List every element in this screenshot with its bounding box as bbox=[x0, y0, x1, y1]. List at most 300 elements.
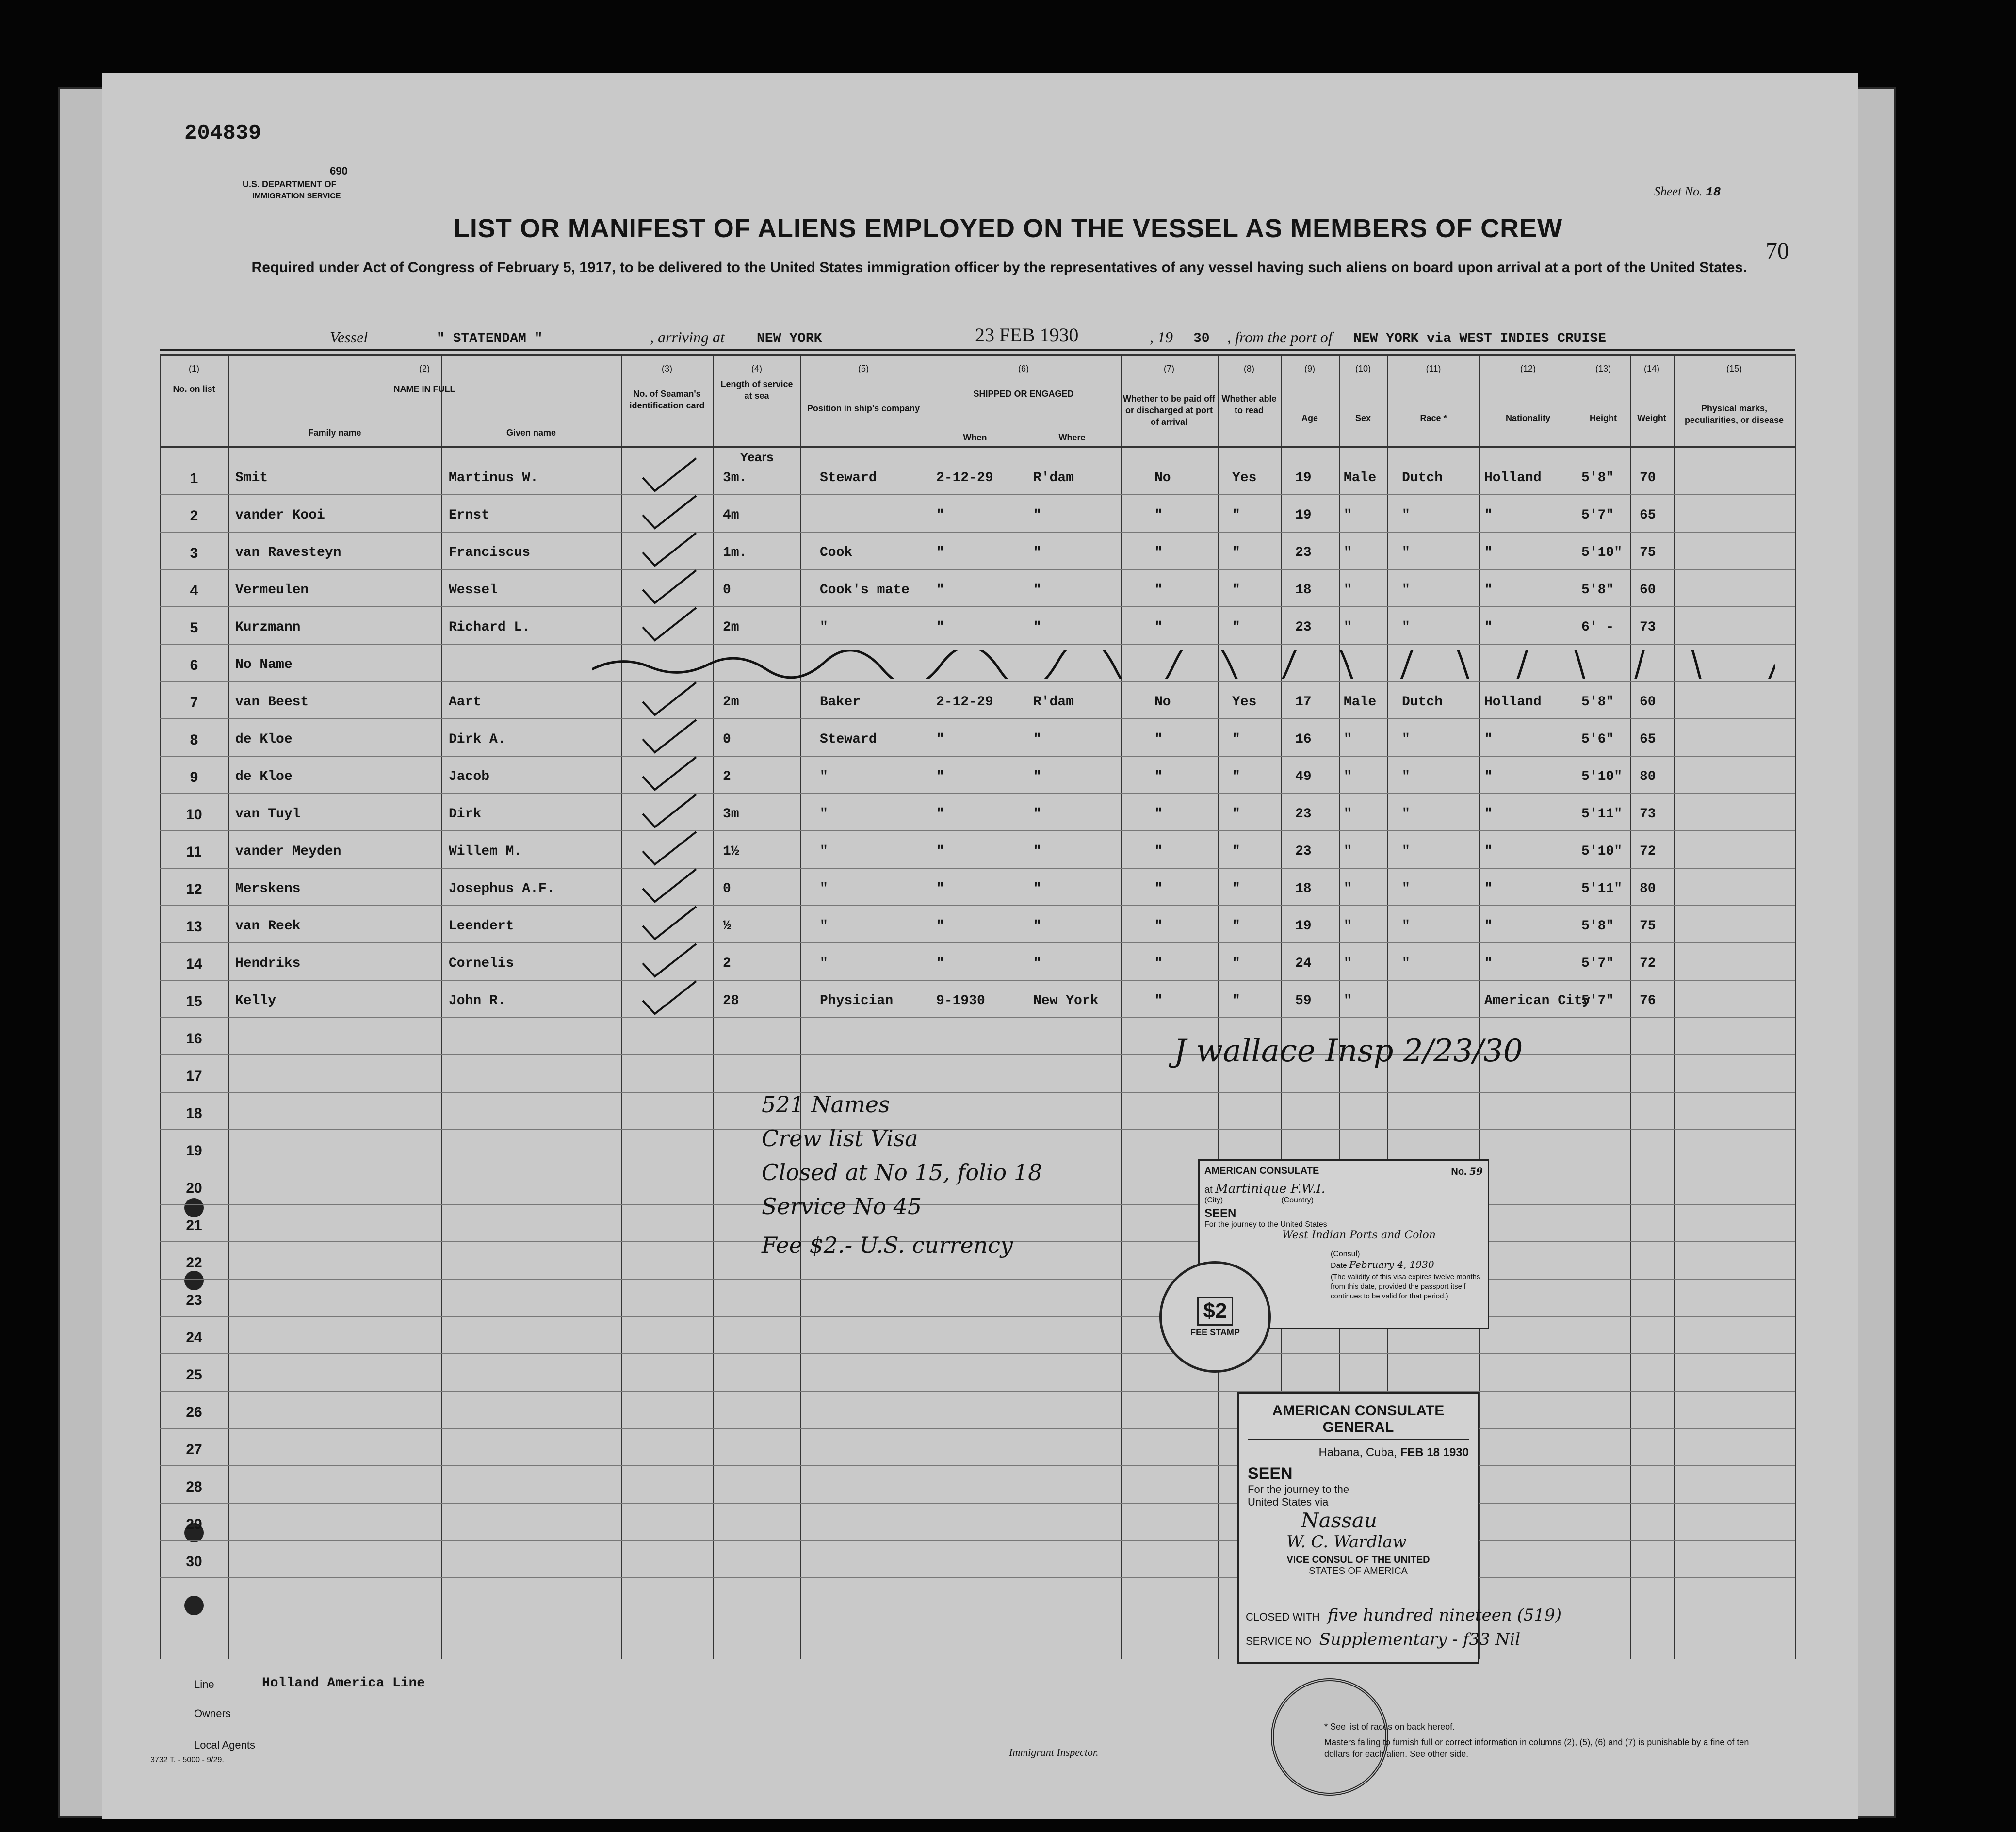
arrival-port: NEW YORK bbox=[757, 331, 822, 346]
row-number: 16 bbox=[186, 1031, 202, 1047]
stamp-seen: SEEN bbox=[1204, 1207, 1236, 1220]
row-weight: 76 bbox=[1640, 993, 1656, 1008]
fee-stamp-label: FEE STAMP bbox=[1190, 1327, 1240, 1337]
row-weight: 75 bbox=[1640, 545, 1656, 560]
footer-line-value: Holland America Line bbox=[262, 1676, 425, 1691]
row-where: " bbox=[1033, 545, 1041, 560]
row-service: 2 bbox=[723, 769, 731, 784]
row-family-name: de Kloe bbox=[235, 732, 293, 747]
row-number: 18 bbox=[186, 1105, 202, 1121]
row-weight: 72 bbox=[1640, 844, 1656, 859]
row-number: 22 bbox=[186, 1255, 202, 1271]
stamp-place: Martinique F.W.I. bbox=[1215, 1182, 1325, 1196]
row-position: Cook's mate bbox=[820, 583, 910, 598]
crew-table bbox=[160, 354, 1795, 1814]
footer-note-2: Masters failing to furnish full or correct information in columns (2), (5), (6) and (7) is punishable by a fine of ten dollars for each alien. See other side. bbox=[1324, 1737, 1749, 1759]
row-read: " bbox=[1232, 881, 1240, 896]
row-family-name: Smit bbox=[235, 470, 268, 486]
row-weight: 65 bbox=[1640, 732, 1656, 747]
row-age: 16 bbox=[1295, 732, 1312, 747]
row-weight: 65 bbox=[1640, 508, 1656, 523]
row-where: " bbox=[1033, 732, 1041, 747]
row-rule bbox=[160, 1577, 1795, 1578]
row-paid-off: " bbox=[1154, 583, 1163, 598]
col-header-position: Position in ship's company bbox=[807, 404, 920, 413]
row-rule bbox=[160, 942, 1795, 943]
row-position: Steward bbox=[820, 732, 877, 747]
row-where: " bbox=[1033, 769, 1041, 784]
row-rule bbox=[160, 681, 1795, 682]
row-read: " bbox=[1232, 545, 1240, 560]
vessel-label: Vessel bbox=[330, 328, 368, 346]
row-position: " bbox=[820, 844, 828, 859]
row-where: " bbox=[1033, 807, 1041, 822]
habana-seen: SEEN bbox=[1248, 1464, 1293, 1483]
row-position: Baker bbox=[820, 695, 861, 710]
note-names: 521 Names bbox=[762, 1091, 890, 1118]
row-paid-off: " bbox=[1154, 881, 1163, 896]
row-when: " bbox=[936, 844, 944, 859]
row-nationality: " bbox=[1484, 844, 1493, 859]
sheet-no-label: Sheet No. bbox=[1654, 184, 1703, 198]
row-number: 30 bbox=[186, 1554, 202, 1570]
row-rule bbox=[160, 793, 1795, 794]
checkmark-icon bbox=[640, 867, 699, 906]
row-sex: " bbox=[1344, 919, 1352, 934]
row-weight: 80 bbox=[1640, 769, 1656, 784]
row-where: " bbox=[1033, 956, 1041, 971]
row-number: 29 bbox=[186, 1516, 202, 1532]
row-paid-off: No bbox=[1154, 470, 1171, 486]
col-header-given: Given name bbox=[506, 428, 556, 438]
departure-port: NEW YORK via WEST INDIES CRUISE bbox=[1353, 331, 1606, 346]
row-where: R'dam bbox=[1033, 470, 1074, 486]
fee-stamp-amount: $2 bbox=[1197, 1297, 1234, 1326]
row-service: 28 bbox=[723, 993, 739, 1008]
year: 30 bbox=[1193, 331, 1210, 346]
row-when: " bbox=[936, 508, 944, 523]
department-label: U.S. DEPARTMENT OF bbox=[243, 179, 337, 189]
row-rule bbox=[160, 1017, 1795, 1018]
row-given-name: Leendert bbox=[449, 919, 514, 934]
row-rule bbox=[160, 905, 1795, 906]
row-rule bbox=[160, 1204, 1795, 1205]
row-read: Yes bbox=[1232, 695, 1257, 710]
row-when: 9-1930 bbox=[936, 993, 985, 1008]
row-sex: " bbox=[1344, 545, 1352, 560]
habana-title-2: STATES OF AMERICA bbox=[1309, 1566, 1408, 1576]
row-rule bbox=[160, 1054, 1795, 1055]
row-race: " bbox=[1402, 881, 1410, 896]
row-race: " bbox=[1402, 508, 1410, 523]
row-race: " bbox=[1402, 545, 1410, 560]
row-rule bbox=[160, 868, 1795, 869]
row-age: 59 bbox=[1295, 993, 1312, 1008]
row-number: 10 bbox=[186, 807, 202, 823]
row-when: 2-12-29 bbox=[936, 470, 993, 486]
row-height: 5'7" bbox=[1581, 993, 1614, 1008]
row-age: 18 bbox=[1295, 583, 1312, 598]
row-where: " bbox=[1033, 620, 1041, 635]
row-nationality: " bbox=[1484, 508, 1493, 523]
row-read: " bbox=[1232, 508, 1240, 523]
row-nationality: " bbox=[1484, 620, 1493, 635]
row-paid-off: " bbox=[1154, 993, 1163, 1008]
row-age: 19 bbox=[1295, 508, 1312, 523]
row-rule bbox=[160, 1428, 1795, 1429]
row-where: " bbox=[1033, 844, 1041, 859]
row-rule bbox=[160, 569, 1795, 570]
row-height: 5'8" bbox=[1581, 695, 1614, 710]
row-weight: 73 bbox=[1640, 620, 1656, 635]
col-num-2: (2) bbox=[419, 364, 430, 373]
col-header-weight: Weight bbox=[1637, 413, 1666, 423]
stamp-country-label: (Country) bbox=[1281, 1196, 1314, 1204]
col-header-shipped: SHIPPED OR ENGAGED bbox=[973, 389, 1074, 399]
col-header-paid-off: Whether to be paid off or discharged at port of arrival bbox=[1123, 394, 1215, 427]
row-rule bbox=[160, 1353, 1795, 1354]
col-header-age: Age bbox=[1301, 413, 1318, 423]
row-race: " bbox=[1402, 844, 1410, 859]
row-read: " bbox=[1232, 807, 1240, 822]
stamp-date-label: Date bbox=[1331, 1262, 1347, 1270]
row-race: " bbox=[1402, 620, 1410, 635]
footer-form-code: 3732 T. - 5000 - 9/29. bbox=[150, 1756, 224, 1764]
habana-journey: For the journey to the United States via bbox=[1248, 1483, 1349, 1508]
row-weight: 60 bbox=[1640, 583, 1656, 598]
manifest-title: LIST OR MANIFEST OF ALIENS EMPLOYED ON THE VESSEL AS MEMBERS OF CREW bbox=[453, 214, 1563, 243]
row-sex: " bbox=[1344, 807, 1352, 822]
checkmark-icon bbox=[640, 717, 699, 756]
row-sex: Male bbox=[1344, 695, 1377, 710]
row-height: 5'11" bbox=[1581, 807, 1623, 822]
row-rule bbox=[160, 1391, 1795, 1392]
footer-note-1: * See list of races on back hereof. bbox=[1324, 1722, 1455, 1732]
habana-closed: five hundred nineteen (519) bbox=[1327, 1605, 1561, 1625]
row-family-name: Hendriks bbox=[235, 956, 301, 971]
habana-via: Nassau bbox=[1301, 1508, 1377, 1532]
checkmark-icon bbox=[640, 941, 699, 980]
row-age: 24 bbox=[1295, 956, 1312, 971]
row-given-name: Aart bbox=[449, 695, 482, 710]
row-position: Cook bbox=[820, 545, 853, 560]
row-number: 3 bbox=[190, 545, 198, 561]
row-paid-off: " bbox=[1154, 545, 1163, 560]
row-position: " bbox=[820, 919, 828, 934]
row-number: 19 bbox=[186, 1143, 202, 1159]
page-mark: 70 bbox=[1766, 238, 1789, 264]
row-number: 11 bbox=[186, 844, 202, 860]
col-num-3: (3) bbox=[662, 364, 672, 373]
row-service: 3m bbox=[723, 807, 739, 822]
row-when: " bbox=[936, 545, 944, 560]
row-family-name: Merskens bbox=[235, 881, 301, 896]
row-where: " bbox=[1033, 881, 1041, 896]
col-num-1: (1) bbox=[189, 364, 199, 373]
row-family-name: No Name bbox=[235, 657, 293, 672]
service-label: IMMIGRATION SERVICE bbox=[252, 192, 341, 200]
row-read: Yes bbox=[1232, 470, 1257, 486]
col-num-10: (10) bbox=[1355, 364, 1371, 373]
row-height: 5'7" bbox=[1581, 508, 1614, 523]
arriving-label: , arriving at bbox=[650, 328, 725, 346]
row-rule bbox=[160, 1540, 1795, 1541]
col-header-read: Whether able to read bbox=[1221, 394, 1277, 415]
row-rule bbox=[160, 1465, 1795, 1466]
row-number: 26 bbox=[186, 1404, 202, 1420]
row-nationality: " bbox=[1484, 807, 1493, 822]
row-family-name: vander Meyden bbox=[235, 844, 341, 859]
habana-date: FEB 18 1930 bbox=[1400, 1446, 1469, 1459]
row-position: " bbox=[820, 769, 828, 784]
row-nationality: " bbox=[1484, 919, 1493, 934]
row-number: 14 bbox=[186, 956, 202, 972]
habana-closed-label: CLOSED WITH bbox=[1246, 1611, 1320, 1623]
footer-inspector-label: Immigrant Inspector. bbox=[1009, 1746, 1099, 1758]
col-num-4: (4) bbox=[751, 364, 762, 373]
row-read: " bbox=[1232, 993, 1240, 1008]
row-number: 15 bbox=[186, 993, 202, 1009]
col-num-11: (11) bbox=[1426, 364, 1441, 373]
col-num-14: (14) bbox=[1643, 364, 1659, 373]
row-paid-off: " bbox=[1154, 807, 1163, 822]
row-age: 18 bbox=[1295, 881, 1312, 896]
fee-stamp-seal bbox=[1159, 1261, 1271, 1373]
row-rule bbox=[160, 606, 1795, 607]
row-number: 7 bbox=[190, 695, 198, 711]
row-rule bbox=[160, 532, 1795, 533]
row-number: 27 bbox=[186, 1442, 202, 1458]
row-age: 23 bbox=[1295, 844, 1312, 859]
col-header-service: Length of service at sea bbox=[720, 379, 793, 401]
row-height: 5'8" bbox=[1581, 919, 1614, 934]
row-age: 19 bbox=[1295, 919, 1312, 934]
row-service: ½ bbox=[723, 919, 731, 934]
row-when: " bbox=[936, 620, 944, 635]
row-number: 23 bbox=[186, 1292, 202, 1308]
row-service: 1½ bbox=[723, 844, 739, 859]
row-age: 23 bbox=[1295, 807, 1312, 822]
checkmark-icon bbox=[640, 680, 699, 719]
row-race: " bbox=[1402, 583, 1410, 598]
row-race: " bbox=[1402, 919, 1410, 934]
checkmark-icon bbox=[640, 979, 699, 1018]
row-number: 5 bbox=[190, 620, 198, 636]
row-when: " bbox=[936, 769, 944, 784]
row-sex: " bbox=[1344, 993, 1352, 1008]
row-sex: " bbox=[1344, 732, 1352, 747]
row-rule bbox=[160, 756, 1795, 757]
row-rule bbox=[160, 494, 1795, 495]
row-when: " bbox=[936, 732, 944, 747]
form-number: 690 bbox=[330, 165, 348, 177]
row-service: 3m. bbox=[723, 470, 748, 486]
col-num-5: (5) bbox=[858, 364, 869, 373]
habana-service: Supplementary - f33 Nil bbox=[1319, 1630, 1521, 1649]
row-where: " bbox=[1033, 508, 1041, 523]
row-read: " bbox=[1232, 919, 1240, 934]
row-position: " bbox=[820, 807, 828, 822]
row-nationality: " bbox=[1484, 769, 1493, 784]
row-position: " bbox=[820, 881, 828, 896]
row-number: 4 bbox=[190, 583, 198, 599]
row-sex: " bbox=[1344, 583, 1352, 598]
row-number: 6 bbox=[190, 657, 198, 673]
row-family-name: Kelly bbox=[235, 993, 276, 1008]
row-given-name: Martinus W. bbox=[449, 470, 538, 486]
row-number: 24 bbox=[186, 1329, 202, 1346]
row-given-name: Wessel bbox=[449, 583, 498, 598]
row-sex: " bbox=[1344, 844, 1352, 859]
col-header-when: When bbox=[963, 433, 987, 442]
row-race: Dutch bbox=[1402, 470, 1443, 486]
stamp-at-label: at bbox=[1204, 1184, 1213, 1195]
row-paid-off: " bbox=[1154, 919, 1163, 934]
row-paid-off: " bbox=[1154, 508, 1163, 523]
col-header-seaman-card: No. of Seaman's identification card bbox=[629, 389, 705, 410]
row-given-name: Ernst bbox=[449, 508, 490, 523]
row-age: 19 bbox=[1295, 470, 1312, 486]
row-height: 5'11" bbox=[1581, 881, 1623, 896]
checkmark-icon bbox=[640, 829, 699, 868]
row-service: 0 bbox=[723, 583, 731, 598]
col-header-race: Race * bbox=[1420, 413, 1447, 423]
row-race: " bbox=[1402, 769, 1410, 784]
row-paid-off: " bbox=[1154, 956, 1163, 971]
row-paid-off: " bbox=[1154, 769, 1163, 784]
stamp-city-label: (City) bbox=[1204, 1196, 1223, 1204]
stamp-validity: (The validity of this visa expires twelve months from this date, provided the passport itself continues to be valid for that period.) bbox=[1331, 1273, 1480, 1300]
cancel-line bbox=[592, 650, 1775, 679]
row-height: 5'10" bbox=[1581, 769, 1623, 784]
row-when: " bbox=[936, 919, 944, 934]
checkmark-icon bbox=[640, 904, 699, 943]
col-num-15: (15) bbox=[1726, 364, 1742, 373]
row-service: 0 bbox=[723, 732, 731, 747]
row-rule bbox=[160, 1279, 1795, 1280]
row-given-name: Franciscus bbox=[449, 545, 531, 560]
row-given-name: Dirk A. bbox=[449, 732, 506, 747]
vessel-name: " STATENDAM " bbox=[437, 331, 543, 346]
row-weight: 60 bbox=[1640, 695, 1656, 710]
row-weight: 75 bbox=[1640, 919, 1656, 934]
row-read: " bbox=[1232, 769, 1240, 784]
row-service: 4m bbox=[723, 508, 739, 523]
row-sex: " bbox=[1344, 956, 1352, 971]
col-header-service-unit: Years bbox=[740, 450, 774, 464]
checkmark-icon bbox=[640, 568, 699, 607]
row-sex: " bbox=[1344, 881, 1352, 896]
sheet-number-label bbox=[1654, 184, 1721, 199]
row-service: 2m bbox=[723, 695, 739, 710]
checkmark-icon bbox=[640, 531, 699, 569]
habana-service-label: SERVICE NO bbox=[1246, 1635, 1312, 1647]
footer-line-label: Line bbox=[194, 1678, 214, 1690]
col-num-6: (6) bbox=[1018, 364, 1029, 373]
row-race: " bbox=[1402, 807, 1410, 822]
row-given-name: Jacob bbox=[449, 769, 490, 784]
row-sex: " bbox=[1344, 620, 1352, 635]
row-given-name: Cornelis bbox=[449, 956, 514, 971]
sheet-no: 18 bbox=[1706, 185, 1721, 199]
row-nationality: " bbox=[1484, 881, 1493, 896]
row-position: Steward bbox=[820, 470, 877, 486]
col-header-nationality: Nationality bbox=[1505, 413, 1550, 423]
row-paid-off: No bbox=[1154, 695, 1171, 710]
row-rule bbox=[160, 644, 1795, 645]
footer-owners-label: Owners bbox=[194, 1707, 231, 1719]
row-rule bbox=[160, 980, 1795, 981]
col-header-name: NAME IN FULL bbox=[393, 384, 455, 394]
row-height: 5'8" bbox=[1581, 470, 1614, 486]
row-number: 25 bbox=[186, 1367, 202, 1383]
stamp-date: February 4, 1930 bbox=[1349, 1259, 1434, 1270]
row-number: 9 bbox=[190, 769, 198, 785]
habana-signature: W. C. Wardlaw bbox=[1286, 1532, 1407, 1552]
col-num-8: (8) bbox=[1244, 364, 1254, 373]
row-weight: 80 bbox=[1640, 881, 1656, 896]
row-weight: 70 bbox=[1640, 470, 1656, 486]
row-number: 1 bbox=[190, 470, 198, 486]
row-age: 17 bbox=[1295, 695, 1312, 710]
row-rule bbox=[160, 1129, 1795, 1130]
row-family-name: van Tuyl bbox=[235, 807, 301, 822]
row-nationality: Holland bbox=[1484, 470, 1542, 486]
row-height: 5'10" bbox=[1581, 545, 1623, 560]
row-read: " bbox=[1232, 956, 1240, 971]
row-read: " bbox=[1232, 583, 1240, 598]
row-nationality: " bbox=[1484, 732, 1493, 747]
note-service: Service No 45 bbox=[762, 1193, 922, 1219]
row-where: " bbox=[1033, 919, 1041, 934]
habana-place: Habana, Cuba, bbox=[1318, 1446, 1397, 1459]
row-number: 17 bbox=[186, 1068, 202, 1084]
row-age: 23 bbox=[1295, 620, 1312, 635]
from-label: , from the port of bbox=[1227, 328, 1333, 346]
row-race: " bbox=[1402, 956, 1410, 971]
row-race: " bbox=[1402, 732, 1410, 747]
row-paid-off: " bbox=[1154, 620, 1163, 635]
col-num-7: (7) bbox=[1164, 364, 1174, 373]
col-header-where: Where bbox=[1058, 433, 1086, 442]
row-weight: 72 bbox=[1640, 956, 1656, 971]
row-rule bbox=[160, 1503, 1795, 1504]
year-label: , 19 bbox=[1150, 328, 1173, 346]
row-given-name: Dirk bbox=[449, 807, 482, 822]
row-when: " bbox=[936, 956, 944, 971]
col-num-9: (9) bbox=[1304, 364, 1315, 373]
row-height: 5'7" bbox=[1581, 956, 1614, 971]
row-service: 0 bbox=[723, 881, 731, 896]
col-header-no: No. on list bbox=[173, 384, 215, 394]
row-nationality: " bbox=[1484, 956, 1493, 971]
checkmark-icon bbox=[640, 755, 699, 794]
row-sex: " bbox=[1344, 769, 1352, 784]
row-family-name: van Reek bbox=[235, 919, 301, 934]
inspector-signature: J wallace Insp 2/23/30 bbox=[1174, 1033, 1523, 1069]
row-nationality: " bbox=[1484, 583, 1493, 598]
row-age: 23 bbox=[1295, 545, 1312, 560]
row-family-name: van Ravesteyn bbox=[235, 545, 341, 560]
row-family-name: Kurzmann bbox=[235, 620, 301, 635]
row-number: 21 bbox=[186, 1217, 202, 1233]
row-race: Dutch bbox=[1402, 695, 1443, 710]
note-closed: Closed at No 15, folio 18 bbox=[762, 1159, 1042, 1185]
checkmark-icon bbox=[640, 456, 699, 495]
checkmark-icon bbox=[640, 493, 699, 532]
checkmark-icon bbox=[640, 605, 699, 644]
row-sex: Male bbox=[1344, 470, 1377, 486]
